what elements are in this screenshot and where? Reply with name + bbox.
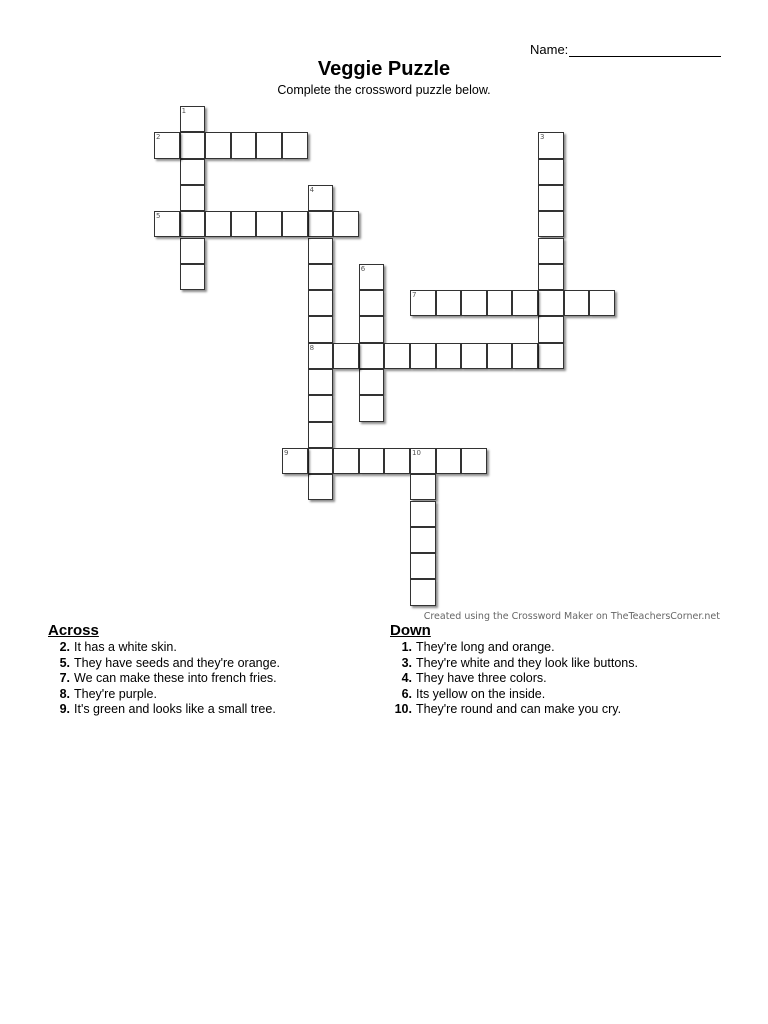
page-title: Veggie Puzzle <box>317 58 451 80</box>
crossword-cell[interactable] <box>308 369 334 395</box>
clue-item <box>48 702 280 718</box>
clue-number-label: 1 <box>181 107 187 115</box>
crossword-cell[interactable] <box>308 474 334 500</box>
clue-number: 10. <box>394 702 412 717</box>
crossword-cell[interactable] <box>436 290 462 316</box>
clue-number: 7. <box>59 671 70 686</box>
crossword-cell[interactable] <box>538 316 564 342</box>
clue-text: It's green and looks like a small tree. <box>74 702 276 717</box>
down-heading: Down <box>390 622 431 639</box>
clue-number: 6. <box>401 686 412 701</box>
crossword-cell[interactable] <box>589 290 615 316</box>
clue-item <box>390 656 638 672</box>
clue-item <box>48 656 280 672</box>
crossword-cell[interactable] <box>512 343 538 369</box>
crossword-cell[interactable] <box>359 290 385 316</box>
crossword-cell[interactable] <box>308 290 334 316</box>
across-clues <box>48 622 280 718</box>
crossword-cell[interactable] <box>538 159 564 185</box>
clue-text: Its yellow on the inside. <box>416 686 546 701</box>
crossword-cell[interactable] <box>384 343 410 369</box>
clue-number-label: 4 <box>309 185 315 194</box>
clue-number-label: 2 <box>156 133 161 142</box>
clue-number-label: 3 <box>540 133 545 142</box>
crossword-cell[interactable] <box>410 474 436 500</box>
clue-number-label: 5 <box>156 212 161 221</box>
clue-number-label: 9 <box>284 448 289 457</box>
clue-number: 5. <box>59 655 70 670</box>
crossword-cell[interactable] <box>538 264 564 290</box>
clue-item <box>48 671 280 687</box>
crossword-cell[interactable] <box>308 316 334 342</box>
crossword-cell[interactable] <box>487 290 513 316</box>
crossword-cell[interactable] <box>359 395 385 421</box>
page-subtitle: Complete the crossword puzzle below. <box>277 83 491 97</box>
crossword-cell[interactable] <box>180 185 206 211</box>
clue-number: 4. <box>401 671 412 686</box>
clue-text: They're round and can make you cry. <box>416 702 622 717</box>
crossword-cell[interactable] <box>308 211 334 237</box>
crossword-cell[interactable] <box>461 290 487 316</box>
clue-number: 3. <box>401 655 412 670</box>
name-label: Name: <box>530 42 569 57</box>
crossword-cell[interactable] <box>231 211 257 237</box>
crossword-cell[interactable] <box>256 211 282 237</box>
clue-number: 9. <box>59 702 70 717</box>
crossword-cell[interactable] <box>308 422 334 448</box>
crossword-cell[interactable] <box>333 448 359 474</box>
crossword-cell[interactable] <box>231 132 257 158</box>
crossword-cell[interactable] <box>538 290 564 316</box>
clue-text: They're long and orange. <box>416 640 555 654</box>
crossword-cell[interactable] <box>359 316 385 342</box>
crossword-cell[interactable] <box>256 132 282 158</box>
crossword-cell[interactable] <box>359 343 385 369</box>
crossword-cell[interactable] <box>308 264 334 290</box>
crossword-cell[interactable] <box>282 211 308 237</box>
crossword-cell[interactable] <box>538 238 564 264</box>
down-clues <box>390 622 638 718</box>
crossword-cell[interactable] <box>333 343 359 369</box>
crossword-cell[interactable] <box>410 553 436 579</box>
crossword-cell[interactable] <box>410 527 436 553</box>
clue-text: They have three colors. <box>416 671 547 686</box>
clue-text: They have seeds and they're orange. <box>74 655 280 670</box>
crossword-cell[interactable] <box>512 290 538 316</box>
crossword-cell[interactable] <box>436 343 462 369</box>
crossword-cell[interactable] <box>359 448 385 474</box>
crossword-cell[interactable] <box>461 448 487 474</box>
crossword-cell[interactable] <box>282 132 308 158</box>
crossword-cell[interactable] <box>410 501 436 527</box>
crossword-cell[interactable] <box>180 211 206 237</box>
clue-number: 2. <box>59 640 70 654</box>
crossword-cell[interactable] <box>180 159 206 185</box>
clue-number-label: 7 <box>412 291 417 300</box>
crossword-cell[interactable] <box>308 238 334 264</box>
crossword-cell[interactable] <box>538 211 564 237</box>
clue-item <box>48 687 280 703</box>
clue-item <box>48 640 280 656</box>
crossword-cell[interactable] <box>180 238 206 264</box>
clue-number: 1. <box>401 640 412 654</box>
clue-text: They're white and they look like buttons. <box>416 655 638 670</box>
crossword-cell[interactable] <box>410 343 436 369</box>
crossword-cell[interactable] <box>308 448 334 474</box>
crossword-cell[interactable] <box>333 211 359 237</box>
clue-number-label: 6 <box>360 264 366 273</box>
clue-text: We can make these into french fries. <box>74 671 277 686</box>
crossword-cell[interactable] <box>180 132 206 158</box>
crossword-cell[interactable] <box>359 369 385 395</box>
credit-text: Created using the Crossword Maker on TheTeachersCorner.net <box>423 611 720 622</box>
crossword-cell[interactable] <box>564 290 590 316</box>
crossword-cell[interactable] <box>384 448 410 474</box>
clue-text: It has a white skin. <box>74 640 177 654</box>
clue-number-label: 10 <box>412 448 421 457</box>
crossword-cell[interactable] <box>308 395 334 421</box>
crossword-cell[interactable] <box>205 132 231 158</box>
crossword-cell[interactable] <box>538 343 564 369</box>
crossword-cell[interactable] <box>461 343 487 369</box>
crossword-cell[interactable] <box>410 579 436 605</box>
crossword-cell[interactable] <box>538 185 564 211</box>
clue-number-label: 8 <box>309 343 315 352</box>
crossword-cell[interactable] <box>205 211 231 237</box>
clue-item <box>390 640 638 656</box>
crossword-cell[interactable] <box>487 343 513 369</box>
clue-text: They're purple. <box>74 686 157 701</box>
clue-number: 8. <box>59 686 70 701</box>
crossword-cell[interactable] <box>436 448 462 474</box>
clue-item <box>390 687 638 703</box>
across-heading: Across <box>48 622 99 639</box>
crossword-cell[interactable] <box>180 264 206 290</box>
clue-item <box>390 702 638 718</box>
clue-item <box>390 671 638 687</box>
